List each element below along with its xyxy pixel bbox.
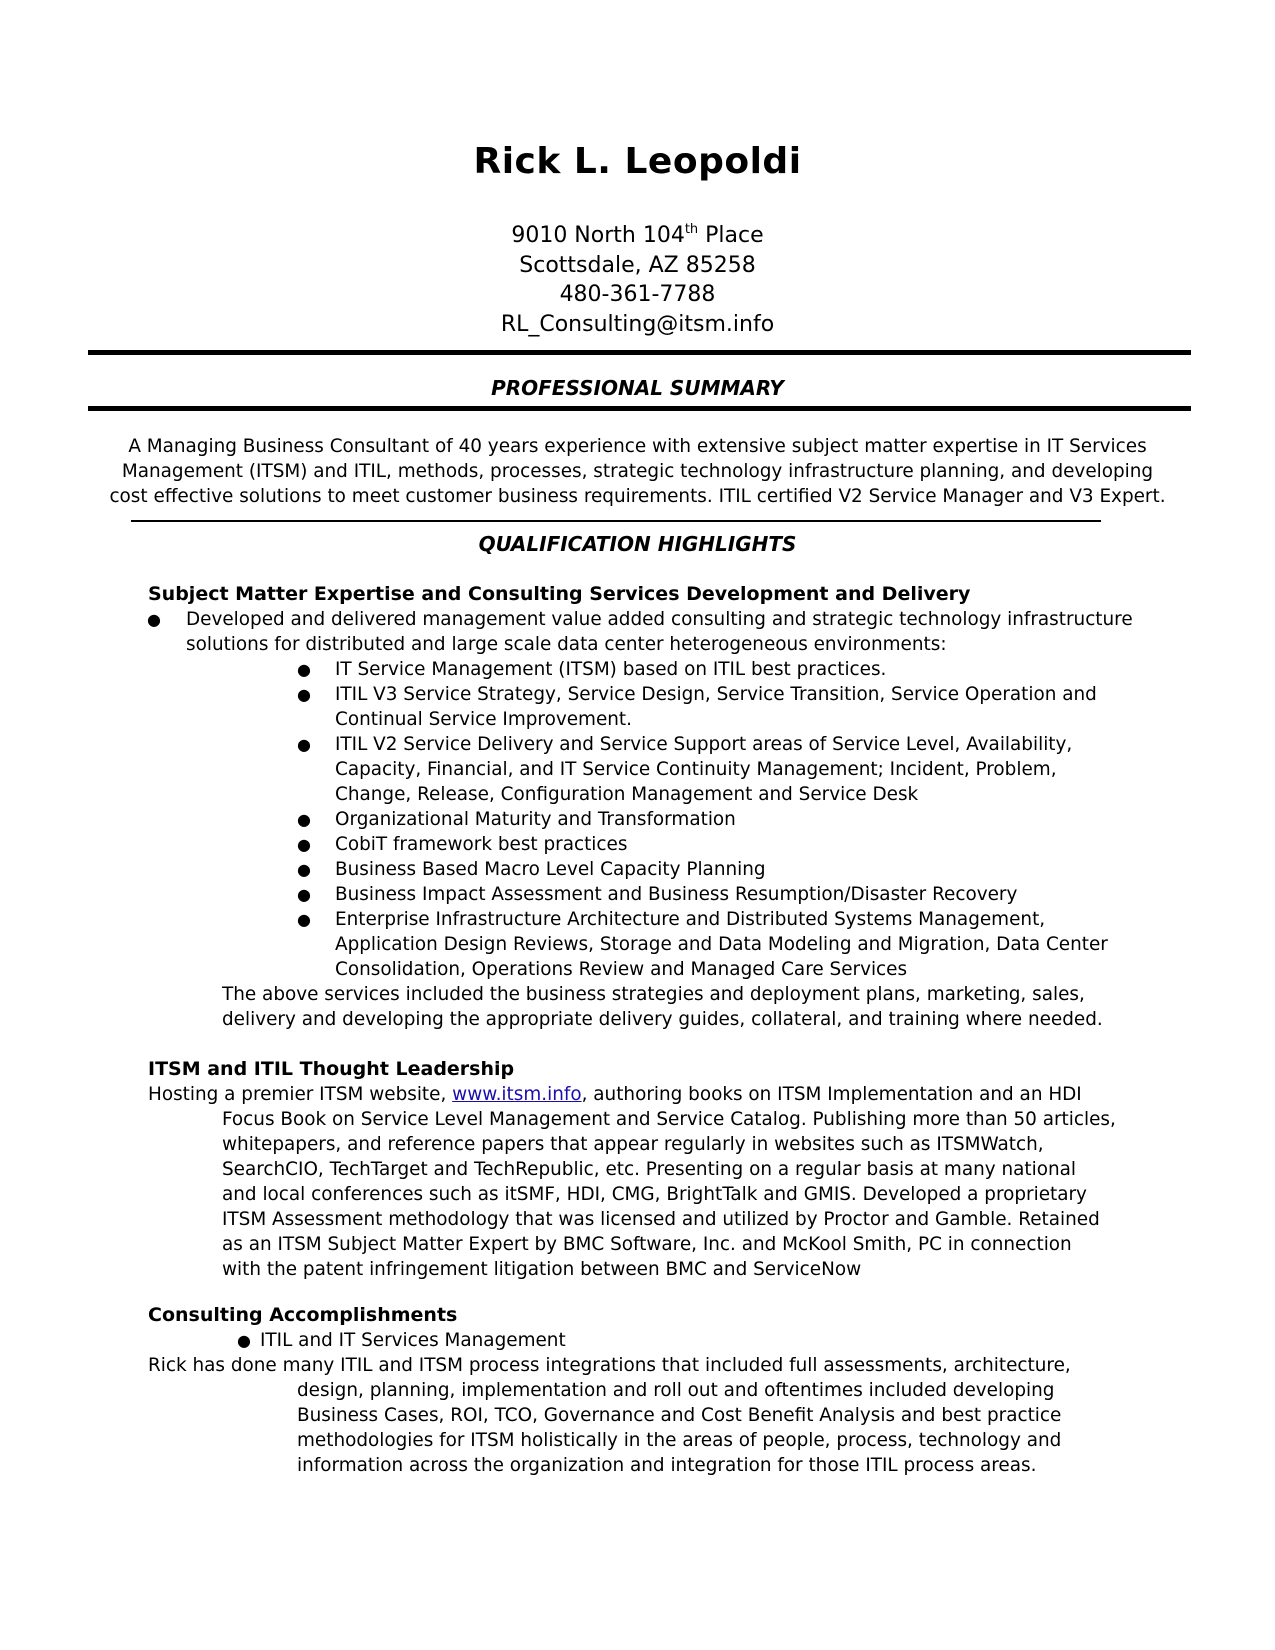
accomplishments-line: methodologies for ITSM holistically in the areas of people, process, technology and bbox=[297, 1430, 1062, 1451]
accomplishments-line: design, planning, implementation and roll out and oftentimes included developing bbox=[297, 1380, 1055, 1401]
sub-bullet-item bbox=[335, 832, 627, 857]
sub-bullet-line: Business Impact Assessment and Business Resumption/Disaster Recovery bbox=[335, 884, 1018, 905]
address-line-1 bbox=[0, 221, 1275, 251]
sub-bullet-item bbox=[335, 857, 766, 882]
sme-bullet-line: solutions for distributed and large scale data center heterogeneous environments: bbox=[186, 634, 947, 655]
bullet-icon: ● bbox=[297, 660, 311, 679]
bullet-icon: ● bbox=[297, 910, 311, 929]
bullet-icon: ● bbox=[297, 885, 311, 904]
sub-bullet-item bbox=[335, 657, 886, 682]
sub-bullet-line: Organizational Maturity and Transformation bbox=[335, 809, 736, 830]
bullet-icon: ● bbox=[297, 685, 311, 704]
summary-line: cost effective solutions to meet customer business requirements. ITIL certified V2 Service Manager and V3 Expert. bbox=[109, 486, 1166, 507]
address-line-1-sup: th bbox=[684, 222, 699, 237]
sme-bullet-line: Developed and delivered management value added consulting and strategic technology infrastructure bbox=[186, 609, 1133, 630]
leadership-line: whitepapers, and reference papers that appear regularly in websites such as ITSMWatch, bbox=[222, 1134, 1044, 1155]
address-line-2: Scottsdale, AZ 85258 bbox=[519, 252, 756, 278]
sub-bullet-item bbox=[335, 807, 736, 832]
accomplishments-line: information across the organization and integration for those ITIL process areas. bbox=[297, 1455, 1037, 1476]
address-line-1-prefix: 9010 North 104 bbox=[511, 223, 685, 248]
leadership-text bbox=[222, 1107, 1116, 1282]
qualification-highlights-heading: QUALIFICATION HIGHLIGHTS bbox=[478, 532, 797, 556]
sub-bullet-line: Enterprise Infrastructure Architecture and Distributed Systems Management, bbox=[335, 909, 1046, 930]
sub-bullet-item bbox=[335, 907, 1108, 982]
sme-closing-text bbox=[222, 982, 1103, 1032]
itsm-website-link[interactable]: www.itsm.info bbox=[452, 1084, 582, 1105]
sub-bullet-line: CobiT framework best practices bbox=[335, 834, 628, 855]
accomplishments-text bbox=[297, 1378, 1061, 1478]
sub-bullet-line: Business Based Macro Level Capacity Planning bbox=[335, 859, 766, 880]
leadership-first-line-prefix: Hosting a premier ITSM website, bbox=[148, 1084, 453, 1105]
bullet-icon: ● bbox=[147, 610, 161, 629]
address-line-1-suffix: Place bbox=[698, 223, 764, 248]
sme-closing-line: The above services included the business strategies and deployment plans, marketing, sales, bbox=[222, 984, 1085, 1005]
bullet-icon: ● bbox=[297, 860, 311, 879]
sub-bullet-line: ITIL V2 Service Delivery and Service Support areas of Service Level, Availability, bbox=[335, 734, 1073, 755]
sub-bullet-line: Continual Service Improvement. bbox=[335, 709, 632, 730]
sme-bullet-text bbox=[186, 607, 1133, 657]
candidate-name: Rick L. Leopoldi bbox=[473, 141, 802, 182]
bullet-icon: ● bbox=[297, 735, 311, 754]
accomplishments-line: Business Cases, ROI, TCO, Governance and Cost Benefit Analysis and best practice bbox=[297, 1405, 1062, 1426]
accomplishments-bullet: ITIL and IT Services Management bbox=[260, 1330, 566, 1351]
professional-summary-text bbox=[100, 434, 1175, 509]
sme-closing-line: delivery and developing the appropriate delivery guides, collateral, and training where needed. bbox=[222, 1009, 1103, 1030]
leadership-line: Focus Book on Service Level Management and Service Catalog. Publishing more than 50 articles, bbox=[222, 1109, 1116, 1130]
leadership-line: SearchCIO, TechTarget and TechRepublic, etc. Presenting on a regular basis at many national bbox=[222, 1159, 1077, 1180]
leadership-line: ITSM Assessment methodology that was licensed and utilized by Proctor and Gamble. Retained bbox=[222, 1209, 1100, 1230]
sub-bullet-line: Change, Release, Configuration Management and Service Desk bbox=[335, 784, 919, 805]
sub-bullet-line: ITIL V3 Service Strategy, Service Design, Service Transition, Service Operation and bbox=[335, 684, 1097, 705]
bullet-icon: ● bbox=[297, 835, 311, 854]
sub-bullet-item bbox=[335, 682, 1097, 732]
divider-top bbox=[88, 350, 1191, 355]
accomplishments-first-line: Rick has done many ITIL and ITSM process integrations that included full assessments, architecture, bbox=[148, 1355, 1071, 1376]
accomplishments-heading: Consulting Accomplishments bbox=[148, 1304, 458, 1326]
professional-summary-heading: PROFESSIONAL SUMMARY bbox=[491, 376, 784, 400]
leadership-line: and local conferences such as itSMF, HDI, CMG, BrightTalk and GMIS. Developed a proprietary bbox=[222, 1184, 1087, 1205]
sme-heading: Subject Matter Expertise and Consulting Services Development and Delivery bbox=[148, 583, 971, 605]
email: RL_Consulting@itsm.info bbox=[500, 311, 775, 337]
divider-summary bbox=[88, 406, 1191, 411]
sub-bullet-line: Consolidation, Operations Review and Managed Care Services bbox=[335, 959, 908, 980]
phone: 480-361-7788 bbox=[559, 282, 716, 307]
leadership-line: with the patent infringement litigation between BMC and ServiceNow bbox=[222, 1259, 862, 1280]
leadership-heading: ITSM and ITIL Thought Leadership bbox=[148, 1058, 515, 1080]
divider-thin bbox=[131, 520, 1101, 522]
bullet-icon: ● bbox=[237, 1331, 251, 1350]
sub-bullet-item bbox=[335, 732, 1072, 807]
sub-bullet-line: Capacity, Financial, and IT Service Continuity Management; Incident, Problem, bbox=[335, 759, 1057, 780]
bullet-icon: ● bbox=[297, 810, 311, 829]
sub-bullet-line: Application Design Reviews, Storage and Data Modeling and Migration, Data Center bbox=[335, 934, 1108, 955]
summary-line: A Managing Business Consultant of 40 years experience with extensive subject matter expertise in IT Services bbox=[128, 436, 1147, 457]
contact-block bbox=[0, 221, 1275, 339]
leadership-first-line-suffix: , authoring books on ITSM Implementation and an HDI bbox=[581, 1084, 1082, 1105]
summary-line: Management (ITSM) and ITIL, methods, processes, strategic technology infrastructure planning, and developing bbox=[121, 461, 1154, 482]
leadership-line: as an ITSM Subject Matter Expert by BMC Software, Inc. and McKool Smith, PC in connection bbox=[222, 1234, 1072, 1255]
sub-bullet-item bbox=[335, 882, 1017, 907]
sub-bullet-line: IT Service Management (ITSM) based on ITIL best practices. bbox=[335, 659, 887, 680]
leadership-first-line bbox=[148, 1082, 1082, 1107]
